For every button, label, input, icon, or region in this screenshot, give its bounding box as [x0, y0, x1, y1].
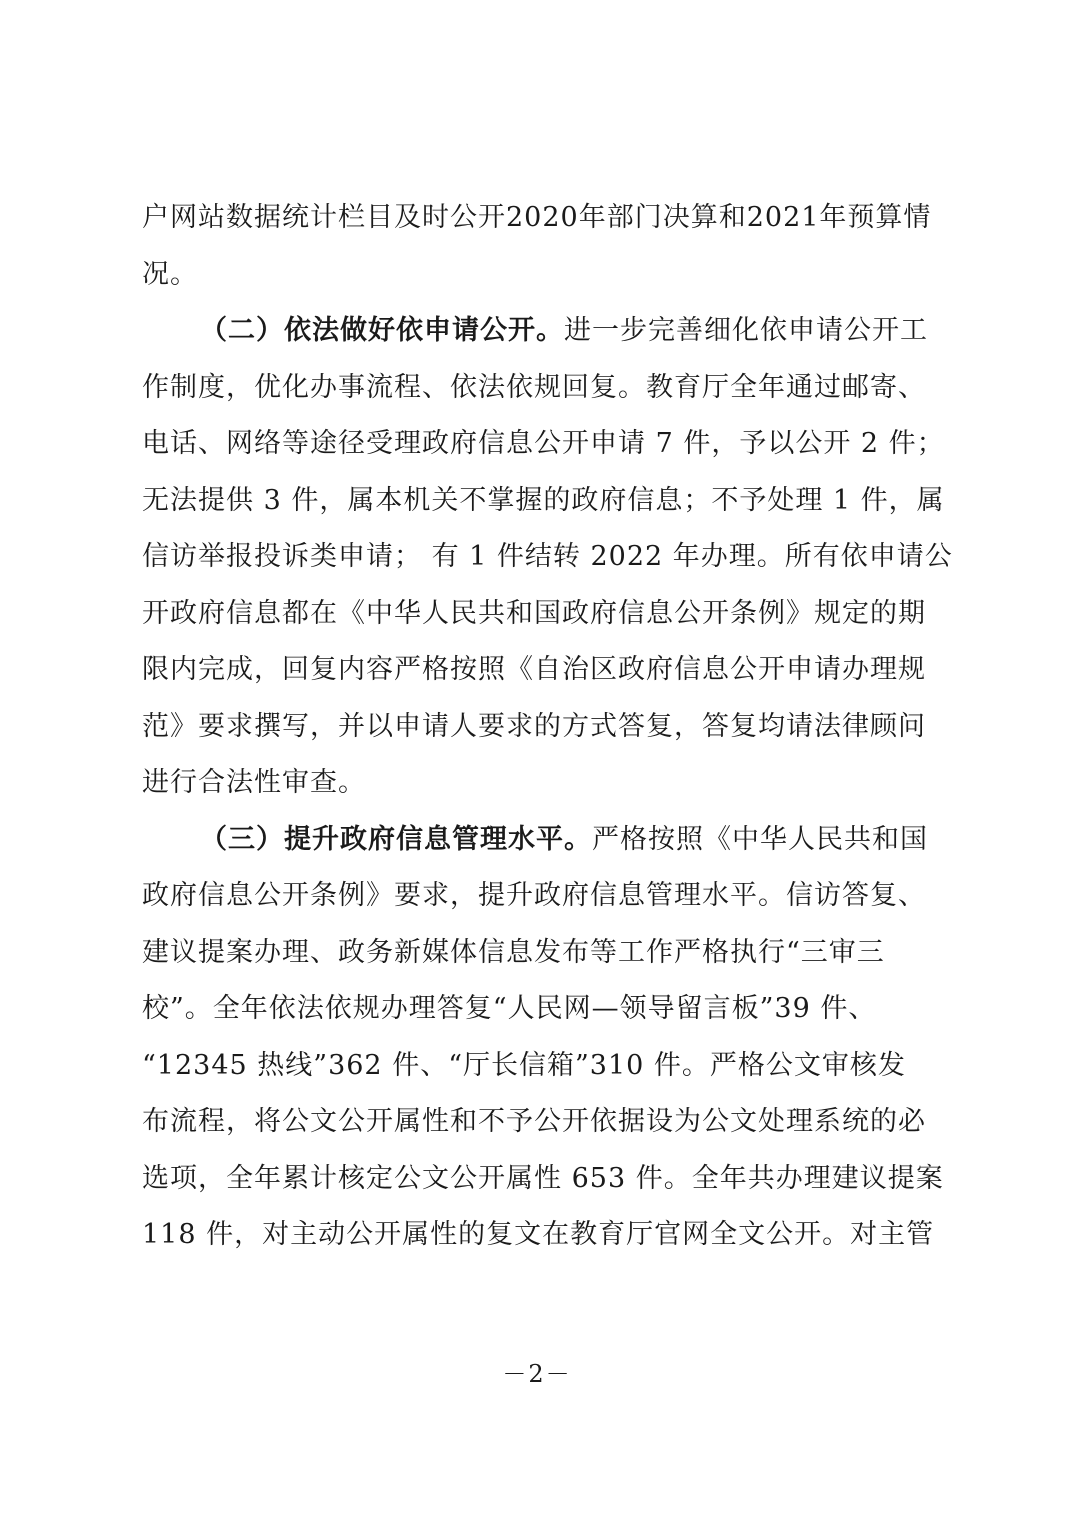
text-line [142, 878, 942, 914]
line-text: 严格按照《中华人民共和国 [592, 824, 928, 855]
text-line [142, 765, 942, 801]
text-line [142, 1161, 942, 1197]
line-text: 进一步完善细化依申请公开工 [564, 315, 928, 346]
text-line [142, 257, 942, 293]
line-text: 范》要求撰写，并以申请人要求的方式答复，答复均请法律顾问 [142, 711, 926, 742]
text-line [142, 1217, 942, 1253]
line-text: 政府信息公开条例》要求，提升政府信息管理水平。信访答复、 [142, 880, 926, 911]
line-text: 校”。全年依法依规办理答复“人民网—领导留言板”39 件、 [142, 993, 877, 1024]
line-text: 开政府信息都在《中华人民共和国政府信息公开条例》规定的期 [142, 598, 926, 629]
text-line [142, 935, 942, 971]
text-line [142, 991, 942, 1027]
text-line [142, 596, 942, 632]
line-text: 选项，全年累计核定公文公开属性 653 件。全年共办理建议提案 [142, 1163, 944, 1194]
text-line [142, 200, 942, 236]
text-line [142, 483, 945, 519]
line-text: 无法提供 3 件，属本机关不掌握的政府信息；不予处理 1 件，属 [142, 485, 945, 516]
line-text: 建议提案办理、政务新媒体信息发布等工作严格执行“三审三 [142, 937, 885, 968]
text-line [142, 1048, 942, 1084]
line-text: 布流程，将公文公开属性和不予公开依据设为公文处理系统的必 [142, 1106, 926, 1137]
line-text: 作制度，优化办事流程、依法依规回复。教育厅全年通过邮寄、 [142, 372, 926, 403]
line-text: 户网站数据统计栏目及时公开2020年部门决算和2021年预算情 [142, 202, 932, 233]
section-heading: （二）依法做好依申请公开。 [200, 315, 564, 346]
page-number: －2－ [502, 1360, 572, 1388]
line-text: 况。 [142, 259, 198, 290]
section-heading: （三）提升政府信息管理水平。 [200, 824, 592, 855]
line-text: 118 件，对主动公开属性的复文在教育厅官网全文公开。对主管 [142, 1219, 935, 1250]
section-heading-line [200, 313, 1000, 349]
text-line [142, 426, 945, 462]
line-text: 进行合法性审查。 [142, 767, 366, 798]
section-heading-line [200, 822, 1000, 858]
text-line [142, 709, 942, 745]
text-line [142, 1104, 942, 1140]
line-text: “12345 热线”362 件、“厅长信箱”310 件。严格公文审核发 [142, 1050, 906, 1081]
line-text: 电话、网络等途径受理政府信息公开申请 7 件，予以公开 2 件； [142, 428, 945, 459]
text-line [142, 652, 942, 688]
line-text: 信访举报投诉类申请； 有 1 件结转 2022 年办理。所有依申请公 [142, 541, 953, 572]
text-line [142, 370, 942, 406]
text-line [142, 539, 953, 575]
line-text: 限内完成，回复内容严格按照《自治区政府信息公开申请办理规 [142, 654, 926, 685]
